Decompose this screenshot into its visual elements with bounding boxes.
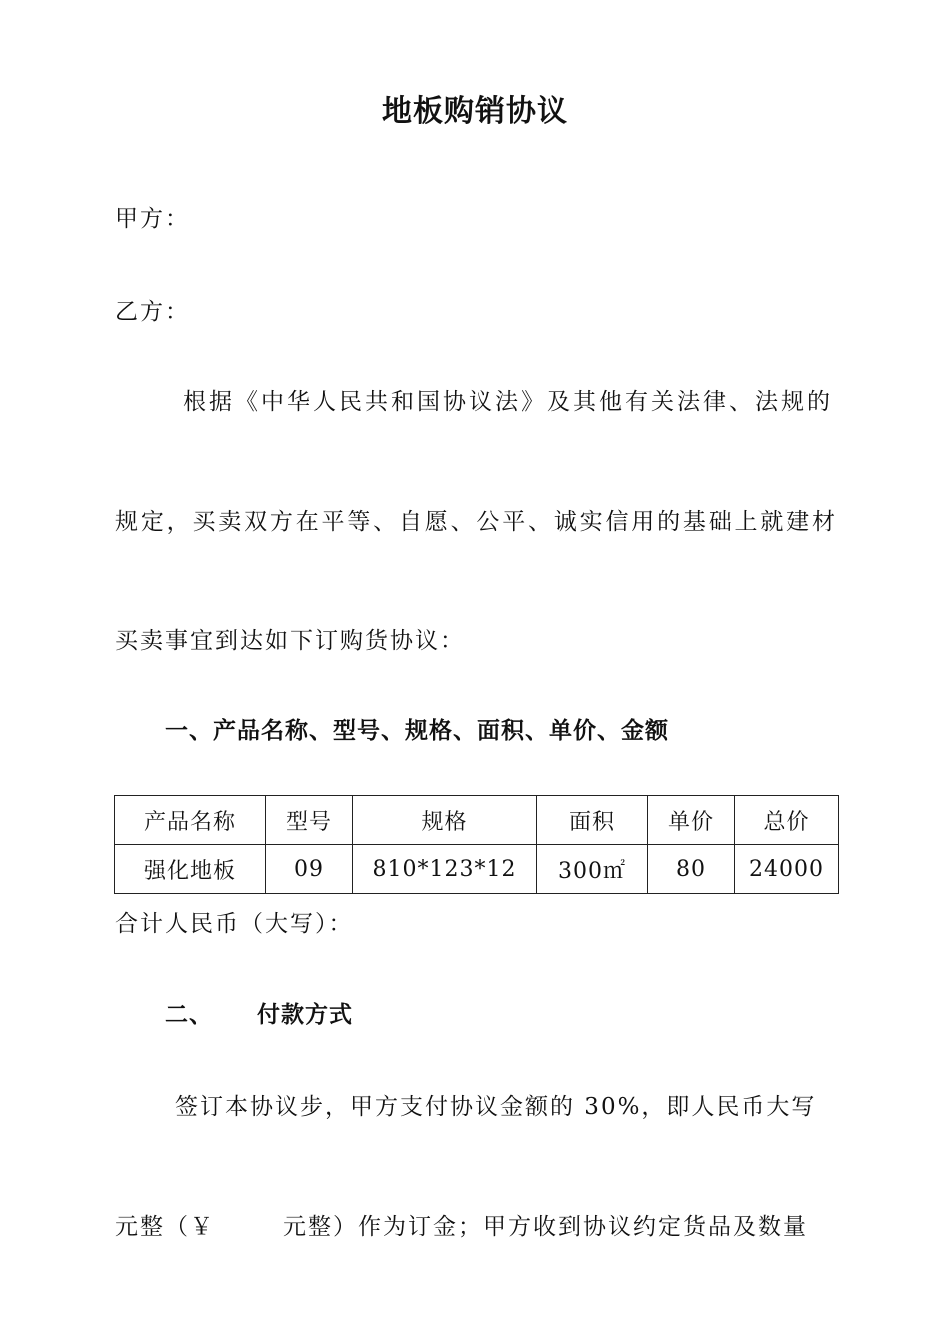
intro-line-1: 根据《中华人民共和国协议法》及其他有关法律、法规的 [183,389,833,415]
table-row [115,845,839,894]
table-cell-total-price: 24000 [735,845,839,894]
total-amount-label: 合计人民币（大写）： [115,911,354,937]
table-cell-unit-price: 80 [648,845,735,894]
party-b-label: 乙方： [115,299,190,325]
table-header-cell: 型号 [266,796,353,845]
section-2-number: 二、 [165,1002,213,1028]
table-cell-model: 09 [266,845,353,894]
table-cell-product-name: 强化地板 [115,845,266,894]
intro-line-3: 买卖事宜到达如下订购货协议： [115,628,465,654]
section-2-heading [165,999,353,1031]
table-cell-spec: 810*123*12 [353,845,537,894]
intro-line-2: 规定，买卖双方在平等、自愿、公平、诚实信用的基础上就建材 [115,509,835,535]
table-header-cell: 规格 [353,796,537,845]
payment-line-1: 签订本协议步，甲方支付协议金额的 30%，即人民币大写 [175,1094,817,1120]
table-header-cell: 单价 [648,796,735,845]
payment-line-2-end: 元整）作为订金；甲方收到协议约定货品及数量 [283,1214,808,1240]
table-cell-area: 300㎡ [537,845,648,894]
party-a-label: 甲方： [115,206,190,232]
table-header-row [115,796,839,845]
payment-line-2-start: 元整（￥ [115,1214,215,1240]
table-header-cell: 总价 [735,796,839,845]
document-title: 地板购销协议 [382,94,568,129]
table-header-cell: 产品名称 [115,796,266,845]
section-2-title: 付款方式 [257,1002,353,1028]
section-1-heading: 一、产品名称、型号、规格、面积、单价、金额 [165,718,669,744]
product-table [114,795,839,894]
payment-line-2 [115,1211,808,1243]
table-header-cell: 面积 [537,796,648,845]
